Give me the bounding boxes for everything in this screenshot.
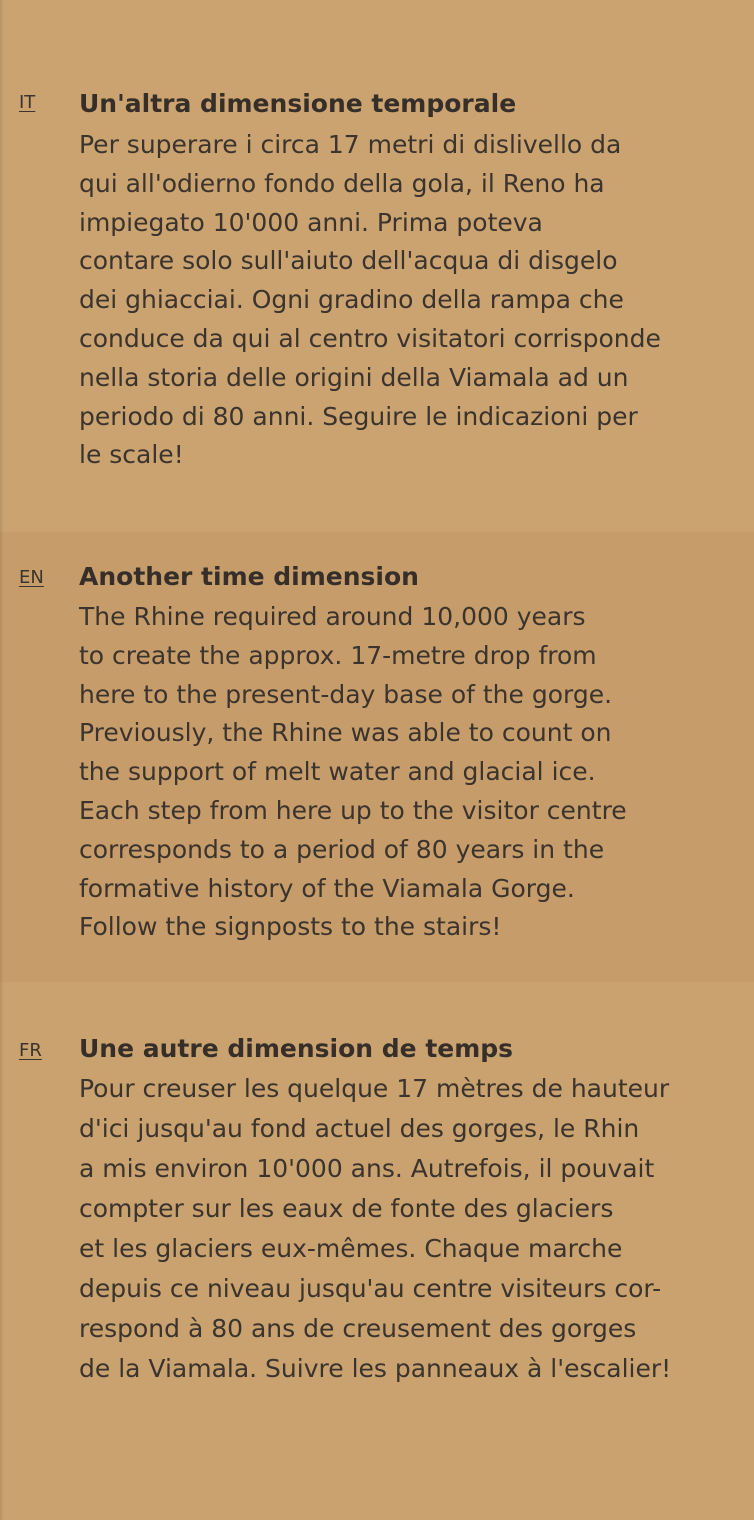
body-line: conduce da qui al centro visitatori corrisponde [79,323,661,353]
section-title-fr: Une autre dimension de temps [79,1034,514,1063]
body-line: impiegato 10'000 anni. Prima poteva [79,207,543,237]
body-line: Follow the signposts to the stairs! [79,912,502,942]
section-body-fr [79,1069,671,1389]
page-left-edge [0,0,4,1520]
body-line: Previously, the Rhine was able to count on [79,718,612,748]
body-line: d'ici jusqu'au fond actuel des gorges, le Rhin [79,1114,640,1143]
section-body-it [79,126,661,475]
body-line: formative history of the Viamala Gorge. [79,873,575,903]
language-code-en: EN [19,567,44,588]
section-title-it: Un'altra dimensione temporale [79,89,517,118]
body-line: a mis environ 10'000 ans. Autrefois, il pouvait [79,1154,655,1183]
body-line: compter sur les eaux de fonte des glaciers [79,1194,614,1223]
section-title-en: Another time dimension [79,562,419,591]
body-line: The Rhine required around 10,000 years [79,602,586,631]
body-line: Pour creuser les quelque 17 mètres de hauteur [79,1074,670,1103]
body-line: here to the present-day base of the gorge. [79,679,613,709]
body-line: depuis ce niveau jusqu'au centre visiteurs cor- [79,1274,662,1303]
body-line: qui all'odierno fondo della gola, il Reno ha [79,168,605,198]
section-body-en [79,598,627,947]
body-line: le scale! [79,440,184,470]
body-line: et les glaciers eux-mêmes. Chaque marche [79,1234,623,1263]
body-line: corresponds to a period of 80 years in the [79,834,605,864]
body-line: the support of melt water and glacial ice. [79,757,596,787]
body-line: Each step from here up to the visitor centre [79,795,627,825]
body-line: respond à 80 ans de creusement des gorges [79,1314,637,1343]
body-line: periodo di 80 anni. Seguire le indicazioni per [79,401,638,431]
body-line: nella storia delle origini della Viamala ad un [79,362,629,392]
body-line: to create the approx. 17-metre drop from [79,640,597,670]
language-code-it: IT [19,92,36,113]
body-line: contare solo sull'aiuto dell'acqua di disgelo [79,246,618,276]
body-line: de la Viamala. Suivre les panneaux à l'escalier! [79,1354,672,1383]
body-line: dei ghiacciai. Ogni gradino della rampa che [79,285,624,315]
language-code-fr: FR [19,1040,42,1061]
body-line: Per superare i circa 17 metri di dislivello da [79,130,622,159]
